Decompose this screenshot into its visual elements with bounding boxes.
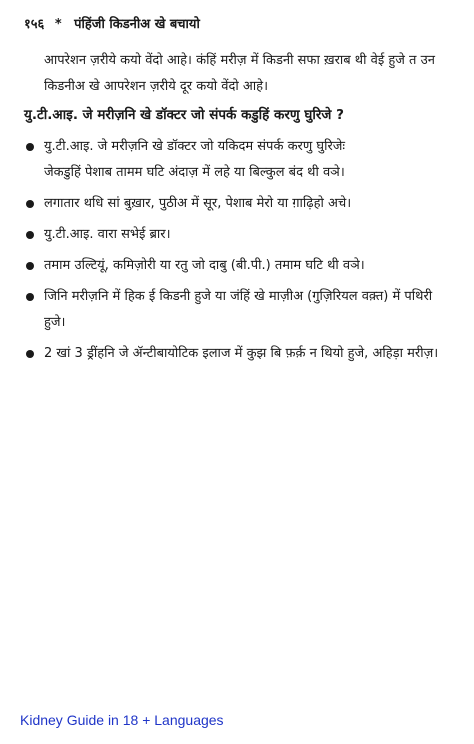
list-item-text: जेकडुहिं पेशाब तामम घटि अंदाज़ में लहे या बिल्कुल बंद थी वञे। <box>44 165 345 180</box>
bullet-dot-icon <box>26 200 34 208</box>
list-item-text: तमाम उल्टियूं, कमिज़ोरी या रतु जो दाबु (बी.पी.) तमाम घटि थी वञे। <box>44 258 365 273</box>
list-item-text: यु.टी.आइ. जे मरीज़नि खे डॉक्टर जो यकिदम संपर्क करणु घुरिजेः <box>44 139 346 154</box>
header-separator: * <box>54 17 62 32</box>
list-item <box>24 341 440 367</box>
list-item-text: लगातार थधि सां बुख़ार, पुठीअ में सूर, पेशाब मेरो या ग़ाढ़िहो अचे। <box>44 196 352 211</box>
list-item-text: 2 खां 3 ड्रींहनि जे ॲन्टीबायोटिक इलाज में कुझ बि फ़र्क़ न थियो हुजे, अहिड़ा मरीज़। <box>44 346 439 361</box>
page-header <box>24 14 200 32</box>
list-item <box>24 191 440 217</box>
footer-link[interactable]: Kidney Guide in 18 + Languages <box>20 712 224 728</box>
bullet-dot-icon <box>26 262 34 270</box>
list-item <box>24 284 440 336</box>
bullet-dot-icon <box>26 350 34 358</box>
list-item-text: जिनि मरीज़नि में हिक ई किडनी हुजे या जंहिं खे माज़ीअ (गुज़िरियल वक़्त) में पथिरी हुजे। <box>44 289 433 330</box>
intro-paragraph: आपरेशन ज़रीये कयो वेंदो आहे। कंहिं मरीज़ में किडनी सफा ख़राब थी वेई हुजे त उन किडनीअ खे आपरेशन ज़रीये दूर कयो वेंदो आहे। <box>44 53 435 94</box>
list-item <box>24 253 440 279</box>
book-title: पंहिंजी किडनीअ खे बचायो <box>74 17 200 32</box>
bullet-dot-icon <box>26 143 34 151</box>
list-item <box>24 222 440 248</box>
list-item <box>24 134 440 186</box>
section-heading: यु.टी.आइ. जे मरीज़नि खे डॉक्टर जो संपर्क कडुहिं करणु घुरिजे ? <box>24 107 344 123</box>
intro-paragraph-block <box>44 48 436 100</box>
list-item-text: यु.टी.आइ. वारा सभेई ब्रार। <box>44 227 171 242</box>
page-number: १५६ <box>24 17 45 32</box>
bullet-dot-icon <box>26 293 34 301</box>
bullet-dot-icon <box>26 231 34 239</box>
bullet-list <box>24 134 440 372</box>
